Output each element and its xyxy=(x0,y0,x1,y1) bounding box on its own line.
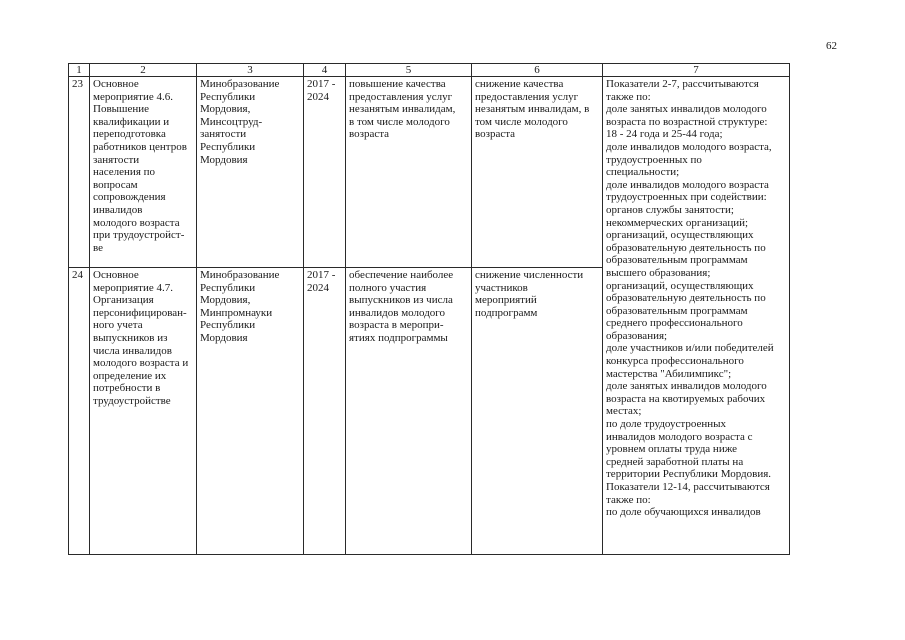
measure-name: Основное мероприятие 4.6. Повышение квалификации и переподготовка работников центров занятости населения по вопросам сопровождения инвалидов молодого возраста при трудоустройст- ве xyxy=(90,77,197,268)
executor: Минобразование Республики Мордовия, Минсоцтруд- занятости Республики Мордовия xyxy=(197,77,304,268)
row-number: 23 xyxy=(69,77,90,268)
non-implementation-consequence: снижение численности участников мероприятий подпрограмм xyxy=(472,268,603,555)
indicators-cell: Показатели 2-7, рассчитываются также по: доле занятых инвалидов молодого возраста по возрастной структуре: 18 - 24 года и 25-44 года; доле инвалидов молодого возраста, трудоустроенных по специальности; доле инвалидов молодого возраста трудоустроенных при содействии: органов службы занятости; некоммерческих организаций; организаций, осуществляющих образовательную деятельность по образовательным программам высшего образования; организаций, осуществляющих образовательную деятельность по образовательным программам среднего профессионального образования; доле участников и/или победителей конкурса профессионального мастерства "Абилимпикс"; доле занятых инвалидов молодого возраста на квотируемых рабочих местах; по доле трудоустроенных инвалидов молодого возраста с уровнем оплаты труда ниже средней заработной платы на территории Республики Мордовия. Показатели 12-14, рассчитываются также по: по доле обучающихся инвалидов xyxy=(603,77,790,555)
column-header: 1 xyxy=(69,64,90,77)
expected-result: повышение качества предоставления услуг незанятым инвалидам, в том числе молодого возраста xyxy=(346,77,472,268)
measures-table xyxy=(68,63,790,555)
column-header: 5 xyxy=(346,64,472,77)
page-number: 62 xyxy=(826,40,837,52)
column-header: 2 xyxy=(90,64,197,77)
expected-result: обеспечение наиболее полного участия выпускников из числа инвалидов молодого возраста в меропри- ятиях подпрограммы xyxy=(346,268,472,555)
table-header-row xyxy=(69,64,790,77)
column-header: 4 xyxy=(304,64,346,77)
table-row xyxy=(69,77,790,268)
measure-name: Основное мероприятие 4.7. Организация персонифицирован- ного учета выпускников из числа инвалидов молодого возраста и определение их потребности в трудоустройстве xyxy=(90,268,197,555)
column-header: 7 xyxy=(603,64,790,77)
executor: Минобразование Республики Мордовия, Минпромнауки Республики Мордовия xyxy=(197,268,304,555)
column-header: 6 xyxy=(472,64,603,77)
period: 2017 - 2024 xyxy=(304,77,346,268)
period: 2017 - 2024 xyxy=(304,268,346,555)
non-implementation-consequence: снижение качества предоставления услуг незанятым инвалидам, в том числе молодого возраста xyxy=(472,77,603,268)
row-number: 24 xyxy=(69,268,90,555)
column-header: 3 xyxy=(197,64,304,77)
